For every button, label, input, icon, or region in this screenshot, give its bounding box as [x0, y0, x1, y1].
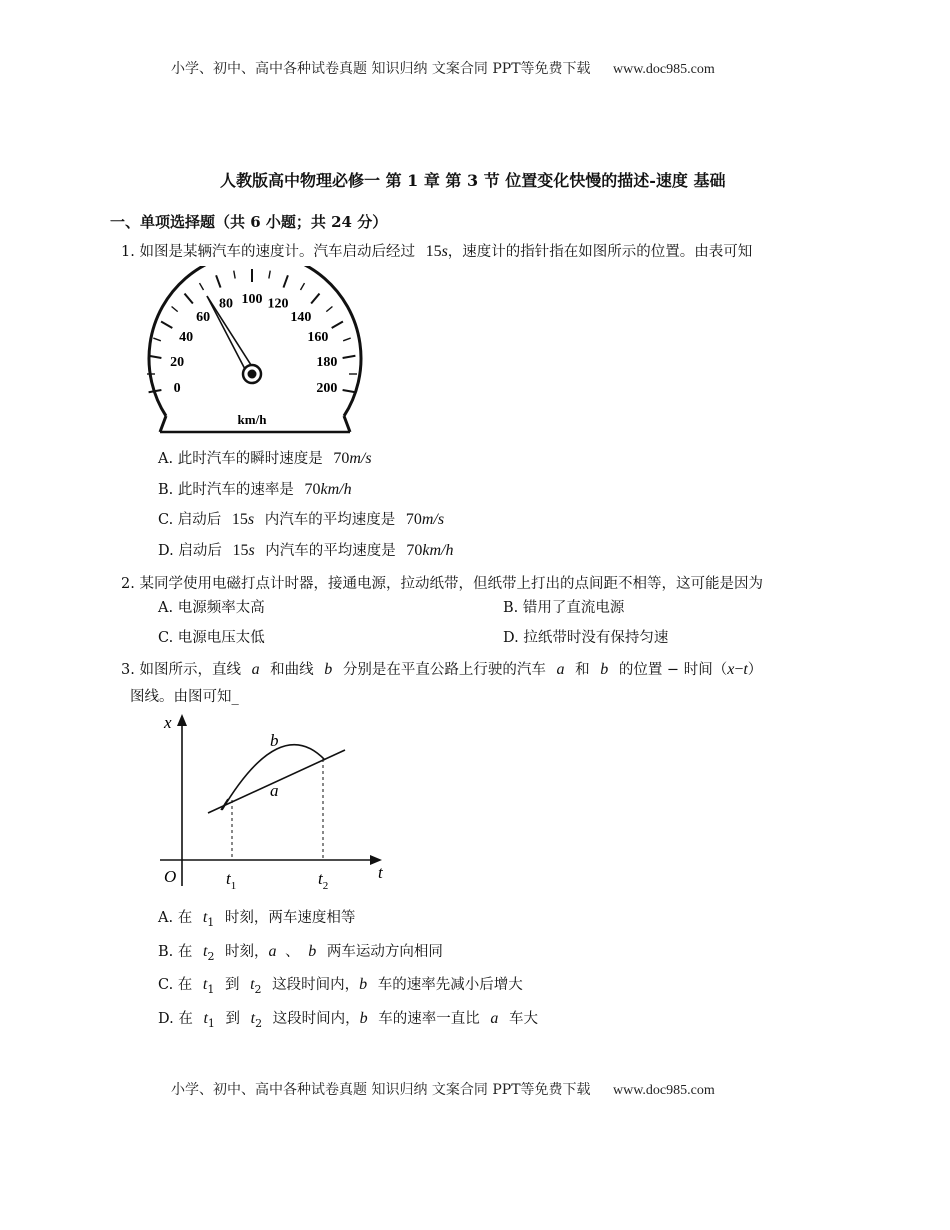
- q3-stem-4: 和: [575, 662, 590, 678]
- speedometer-hub-center: [248, 370, 257, 379]
- q3-d-b: b: [359, 1010, 368, 1027]
- q1-b-value: 70: [304, 481, 321, 498]
- q3-c-text-b: 到: [224, 977, 240, 993]
- footer-text: [171, 1079, 715, 1099]
- speedometer-tick: [343, 390, 356, 392]
- q3-a-t-sub: 1: [207, 915, 215, 929]
- speedometer-label: 180: [316, 354, 338, 370]
- speedometer-figure: [140, 266, 370, 438]
- q3-c-text-c: 这段时间内，: [272, 977, 360, 993]
- q1-c-text-b: 内汽车的平均速度是: [264, 512, 396, 528]
- q3-b-text-b: 时刻，: [225, 944, 269, 960]
- speedometer-tick: [234, 271, 235, 279]
- q1-c-text-a: C. 启动后: [158, 512, 222, 528]
- q3-d-t2: t: [250, 1010, 256, 1027]
- q3-stem-2: 和曲线: [270, 662, 314, 678]
- q3-d-t2-sub: 2: [255, 1016, 263, 1030]
- q1-b-unit: km/h: [320, 481, 352, 498]
- q3-d-text-b: 到: [225, 1011, 240, 1027]
- q3-c-text-d: 车的速率先减小后增大: [377, 977, 523, 993]
- q3-sym-a: a: [251, 661, 260, 678]
- graph-x-label: t: [378, 863, 383, 882]
- q2-option-a[interactable]: A. 电源频率太高: [158, 600, 265, 616]
- footer-site[interactable]: www.doc985.com: [612, 1083, 715, 1098]
- q1-a-text: A. 此时汽车的瞬时速度是: [158, 451, 323, 467]
- q3-stem-line2: 图线。由图可知_: [130, 689, 239, 705]
- speedometer-tick: [332, 322, 343, 329]
- q1-option-d[interactable]: [158, 539, 454, 560]
- footer-left: 小学、初中、高中各种试卷真题 知识归纳 文案合同 PPT等免费下载: [171, 1082, 591, 1098]
- speedometer-tick: [269, 271, 270, 279]
- q3-b-t: t: [202, 943, 208, 960]
- speedometer-label: 120: [267, 296, 289, 312]
- q3-d-a: a: [490, 1010, 499, 1027]
- q3-sym-b: b: [324, 661, 333, 678]
- page-title: 人教版高中物理必修一 第 1 章 第 3 节 位置变化快慢的描述-速度 基础: [220, 171, 726, 190]
- speedometer-tick: [343, 356, 356, 358]
- q1-d-text-a: D. 启动后: [158, 543, 222, 559]
- q1-stem-a: 1. 如图是某辆汽车的速度计。汽车启动后经过: [121, 244, 415, 260]
- q1-d-value: 70: [406, 542, 423, 559]
- q3-option-a[interactable]: [158, 906, 355, 929]
- q1-c-time-unit: s: [247, 511, 255, 528]
- q3-b-t-sub: 2: [207, 949, 215, 963]
- speedometer-tick: [326, 307, 332, 312]
- q1-c-value: 70: [405, 511, 422, 528]
- q1-time-unit: s: [441, 243, 448, 260]
- q3-d-text-e: 车大: [509, 1011, 538, 1027]
- q3-d-t1: t: [203, 1010, 208, 1027]
- q1-stem-b: ，速度计的指针指在如图所示的位置。由表可知: [447, 244, 753, 260]
- header-left: 小学、初中、高中各种试卷真题 知识归纳 文案合同 PPT等免费下载: [171, 61, 591, 77]
- speedometer-label: 140: [290, 309, 312, 325]
- q3-stem-5: 的位置 − 时间（: [618, 662, 728, 678]
- q3-b-text-a: B. 在: [158, 944, 193, 960]
- speedometer-tick: [200, 283, 204, 290]
- q1-b-text: B. 此时汽车的速率是: [158, 482, 294, 498]
- q3-option-b[interactable]: [158, 940, 443, 963]
- speedometer-tick: [153, 338, 161, 341]
- speedometer-left-edge: [160, 416, 166, 432]
- q1-d-unit: km/h: [422, 542, 454, 559]
- q1-d-time: 15: [232, 542, 249, 559]
- q3-d-t1-sub: 1: [207, 1016, 215, 1030]
- graph-y-arrow: [177, 714, 187, 726]
- q3-b-text-d: 两车运动方向相同: [326, 944, 443, 960]
- q3-stem-6: ）: [747, 662, 763, 678]
- q1-option-b[interactable]: [158, 478, 352, 499]
- section-heading: 一、单项选择题（共 6 小题；共 24 分）: [110, 213, 388, 231]
- q3-d-text-c: 这段时间内，: [272, 1011, 360, 1027]
- graph-t2-label: $t_2$: [318, 869, 329, 892]
- q1-c-unit: m/s: [421, 511, 445, 528]
- q3-b-a: a: [268, 943, 277, 960]
- speedometer-label: 80: [219, 296, 234, 312]
- graph-y-label: x: [164, 713, 172, 732]
- speedometer-tick: [311, 294, 319, 304]
- graph-origin-label: O: [164, 867, 177, 886]
- q1-stem: [121, 240, 752, 261]
- q3-c-t1-sub: 1: [207, 982, 215, 996]
- speedometer-tick: [343, 338, 351, 341]
- q3-sym-a2: a: [556, 661, 565, 678]
- speedometer-label: 40: [179, 330, 194, 345]
- graph-curve-label: b: [270, 731, 279, 750]
- graph-line-label: a: [270, 781, 279, 800]
- q3-sym-b2: b: [600, 661, 609, 678]
- q3-c-text-a: C. 在: [158, 977, 193, 993]
- q3-b-b: b: [308, 943, 317, 960]
- speedometer-label: 100: [241, 292, 263, 307]
- q3-d-text-d: 车的速率一直比: [378, 1011, 480, 1027]
- q1-option-a[interactable]: [158, 447, 372, 468]
- q3-c-b: b: [359, 976, 368, 993]
- speedometer-tick: [185, 294, 193, 304]
- q3-a-text-b: 时刻，两车速度相等: [224, 910, 356, 926]
- q2-option-b[interactable]: B. 错用了直流电源: [503, 600, 625, 616]
- speedometer-tick: [283, 275, 287, 287]
- speedometer-label: 60: [196, 309, 211, 325]
- speedometer-tick: [149, 356, 162, 358]
- q1-c-time: 15: [231, 511, 248, 528]
- q1-a-unit: m/s: [349, 450, 372, 467]
- q1-d-text-b: 内汽车的平均速度是: [265, 543, 396, 559]
- q1-option-c[interactable]: [158, 508, 444, 529]
- q3-stem-1: 3. 如图所示，直线: [121, 662, 241, 678]
- q3-sym-t: t: [743, 661, 748, 678]
- q3-xt-graph: [150, 708, 395, 898]
- q2-option-c[interactable]: C. 电源电压太低: [158, 630, 265, 646]
- q3-sym-x: x: [727, 661, 735, 678]
- q3-b-text-c: 、: [285, 944, 300, 960]
- header-text: [171, 58, 715, 78]
- speedometer-tick: [301, 283, 305, 290]
- q2-stem: 2. 某同学使用电磁打点计时器，接通电源，拉动纸带，但纸带上打出的点间距不相等，这可能是因为: [121, 576, 763, 592]
- q1-time: 15: [425, 243, 442, 260]
- speedometer-label: 200: [316, 381, 338, 397]
- speedometer-tick: [161, 322, 172, 329]
- speedometer-unit: km/h: [237, 412, 267, 427]
- q3-stem: [121, 658, 762, 679]
- q3-option-d[interactable]: [158, 1007, 538, 1030]
- q2-option-d[interactable]: D. 拉纸带时没有保持匀速: [503, 630, 669, 646]
- q3-stem-3: 分别是在平直公路上行驶的汽车: [342, 662, 546, 678]
- q3-d-text-a: D. 在: [158, 1011, 193, 1027]
- q3-c-t1: t: [202, 976, 208, 993]
- q3-c-t2: t: [250, 976, 255, 993]
- q3-a-text-a: A. 在: [158, 910, 193, 926]
- graph-t1-label: $t_1$: [226, 869, 237, 892]
- speedometer-tick: [216, 275, 220, 287]
- q3-a-t: t: [202, 909, 208, 926]
- speedometer-tick: [172, 307, 178, 312]
- q1-d-time-unit: s: [248, 542, 255, 559]
- q3-option-c[interactable]: [158, 973, 523, 996]
- speedometer-label: 0: [173, 381, 181, 397]
- speedometer-label: 20: [170, 354, 185, 370]
- header-site[interactable]: www.doc985.com: [612, 62, 715, 77]
- q3-sym-minus: −: [734, 661, 744, 678]
- q3-c-t2-sub: 2: [254, 982, 262, 996]
- speedometer-right-edge: [344, 416, 350, 432]
- speedometer-label: 160: [307, 330, 329, 345]
- q1-a-value: 70: [333, 450, 350, 467]
